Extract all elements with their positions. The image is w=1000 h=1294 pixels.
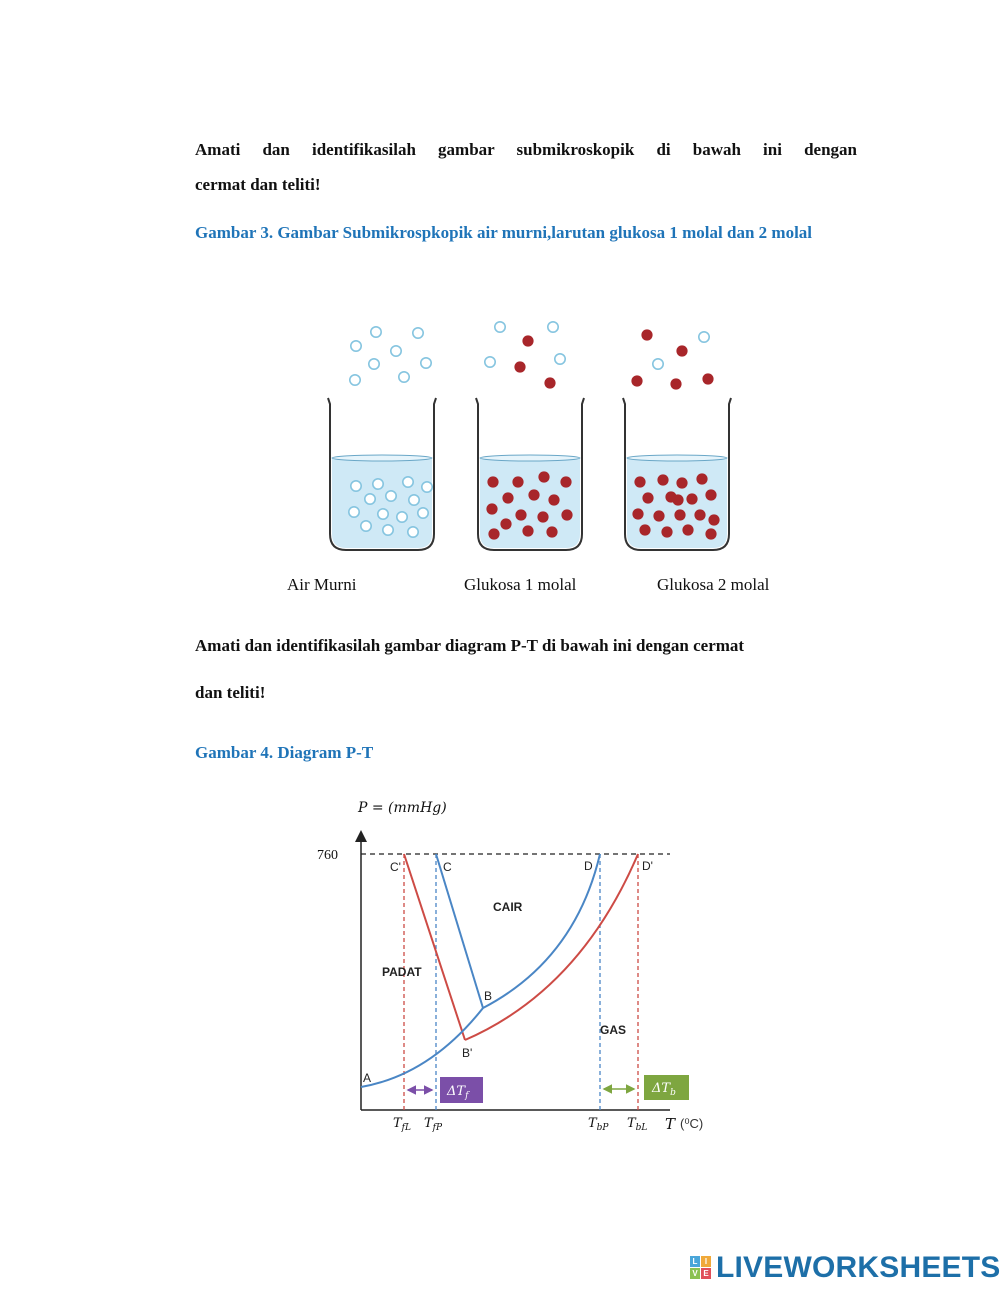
tick-tbl-main: T [627, 1116, 636, 1131]
glucose-2-molal-glucose-particle [696, 473, 707, 484]
figure-3-caption: Gambar 3. Gambar Submikrospkopik air murni,larutan glukosa 1 molal dan 2 molal [195, 223, 813, 242]
glucose-1-molal-water-particle [555, 354, 565, 364]
pure-water-water-particle [350, 375, 360, 385]
pure-water-water-particle [378, 509, 388, 519]
glucose-1-molal-glucose-particle [522, 525, 533, 536]
region-solid: PADAT [382, 965, 422, 979]
y-axis-label-suffix: ) [441, 800, 447, 816]
glucose-2-molal-glucose-particle [657, 474, 668, 485]
figure-4-caption: Gambar 4. Diagram P-T [195, 743, 374, 762]
region-gas: GAS [600, 1023, 627, 1037]
pure-water-water-particle [371, 327, 381, 337]
beaker-label-glucose-1-molal: Glukosa 1 molal [464, 575, 577, 594]
glucose-1-molal-glucose-particle [515, 509, 526, 520]
glucose-1-molal-glucose-particle [512, 476, 523, 487]
tick-tfl-sub: fL [401, 1123, 411, 1133]
glucose-1-molal-liquid-surface [480, 455, 580, 461]
pure-water-water-particle [421, 358, 431, 368]
pure-water-water-particle [413, 328, 423, 338]
tick-tbp [588, 1116, 609, 1133]
glucose-1-molal-glucose-particle [528, 489, 539, 500]
pure-water-water-particle [409, 495, 419, 505]
pure-water-water-particle [397, 512, 407, 522]
glucose-2-molal-glucose-particle [676, 477, 687, 488]
solution-vapor-curve [465, 854, 638, 1040]
pure-water-water-particle [369, 359, 379, 369]
tick-tfp-main: T [424, 1116, 433, 1131]
glucose-1-molal-glucose-particle [500, 518, 511, 529]
point-c-prime: C' [390, 860, 401, 874]
glucose-1-molal-glucose-particle [560, 476, 571, 487]
glucose-2-molal-water-particle [653, 359, 663, 369]
logo-mark-l: L [690, 1256, 700, 1267]
liveworksheets-logo-text: LIVEWORKSHEETS [716, 1251, 1000, 1284]
glucose-2-molal-glucose-particle [634, 476, 645, 487]
pure-water-water-particle [403, 477, 413, 487]
glucose-1-molal-glucose-particle [561, 509, 572, 520]
glucose-2-molal-glucose-particle [708, 514, 719, 525]
glucose-2-molal-glucose-particle [682, 524, 693, 535]
pure-water-water-particle [399, 372, 409, 382]
beaker-label-glucose-2-molal: Glukosa 2 molal [657, 575, 770, 594]
glucose-2-molal-glucose-particle [631, 375, 642, 386]
instruction-1-line-2: cermat dan teliti! [195, 175, 321, 194]
y-axis-label-prefix: P = ( [358, 800, 394, 816]
glucose-2-molal-glucose-particle [632, 508, 643, 519]
glucose-2-molal-glucose-particle [672, 494, 683, 505]
delta-tf-symbol: ΔT [447, 1084, 466, 1099]
delta-tf-subscript: f [465, 1091, 469, 1101]
instruction-2-line-2: dan teliti! [195, 683, 266, 702]
submicroscopic-beakers-illustration [320, 312, 740, 557]
glucose-2-molal-glucose-particle [676, 345, 687, 356]
pure-water-liquid-surface [332, 455, 432, 461]
logo-mark-e: E [701, 1268, 711, 1279]
pure-water-water-particle [408, 527, 418, 537]
glucose-1-molal-glucose-particle [544, 377, 555, 388]
glucose-1-molal-glucose-particle [488, 528, 499, 539]
tick-tbp-main: T [588, 1116, 597, 1131]
beaker-label-pure-water: Air Murni [287, 575, 357, 594]
glucose-2-molal-glucose-particle [642, 492, 653, 503]
glucose-1-molal-glucose-particle [514, 361, 525, 372]
glucose-1-molal-glucose-particle [502, 492, 513, 503]
glucose-1-molal-glucose-particle [487, 476, 498, 487]
glucose-2-molal-glucose-particle [705, 489, 716, 500]
pure-water-water-particle [386, 491, 396, 501]
pure-water-water-particle [361, 521, 371, 531]
solution-melting-curve [404, 854, 465, 1040]
tick-tbl-sub: bL [635, 1123, 648, 1133]
liveworksheets-logo-mark [690, 1256, 712, 1280]
point-d: D [584, 859, 593, 873]
glucose-2-molal-glucose-particle [694, 509, 705, 520]
glucose-2-molal-glucose-particle [641, 329, 652, 340]
logo-mark-i: I [701, 1256, 711, 1267]
pure-water-water-particle [418, 508, 428, 518]
tick-760: 760 [317, 848, 338, 863]
pt-phase-diagram [300, 790, 730, 1150]
region-liquid: CAIR [493, 900, 523, 914]
glucose-2-molal-glucose-particle [670, 378, 681, 389]
point-b-prime: B' [462, 1046, 473, 1060]
x-axis-unit: (⁰C) [680, 1116, 704, 1131]
tick-tfp [424, 1116, 443, 1133]
glucose-1-molal-glucose-particle [548, 494, 559, 505]
pure-water-water-particle [349, 507, 359, 517]
glucose-2-molal-glucose-particle [653, 510, 664, 521]
delta-tb-subscript: b [670, 1088, 676, 1098]
pure-water-water-particle [351, 341, 361, 351]
y-axis-label-unit: mmHg [393, 800, 442, 816]
glucose-2-molal-glucose-particle [661, 526, 672, 537]
glucose-1-molal-water-particle [485, 357, 495, 367]
point-a: A [363, 1071, 372, 1085]
x-axis-label: T [665, 1115, 676, 1133]
glucose-2-molal-glucose-particle [705, 528, 716, 539]
tick-tfp-sub: fP [432, 1123, 443, 1133]
tick-tbp-sub: bP [596, 1123, 609, 1133]
glucose-1-molal-water-particle [495, 322, 505, 332]
glucose-1-molal-glucose-particle [546, 526, 557, 537]
tick-tfl [393, 1116, 411, 1133]
glucose-2-molal-liquid-surface [627, 455, 727, 461]
point-c: C [443, 860, 452, 874]
glucose-1-molal-glucose-particle [537, 511, 548, 522]
glucose-2-molal-glucose-particle [674, 509, 685, 520]
glucose-1-molal-glucose-particle [522, 335, 533, 346]
glucose-2-molal-glucose-particle [639, 524, 650, 535]
liveworksheets-logo [690, 1252, 1000, 1284]
solvent-vapor-curve [483, 854, 600, 1008]
pure-water-water-particle [391, 346, 401, 356]
pure-water-water-particle [422, 482, 432, 492]
pure-water-water-particle [373, 479, 383, 489]
pure-water-water-particle [351, 481, 361, 491]
glucose-2-molal-glucose-particle [702, 373, 713, 384]
solvent-melting-curve [436, 854, 483, 1008]
delta-tb-symbol: ΔT [652, 1081, 671, 1096]
glucose-1-molal-glucose-particle [486, 503, 497, 514]
point-b: B [484, 989, 493, 1003]
y-axis-label [357, 800, 447, 816]
instruction-2-line-1: Amati dan identifikasilah gambar diagram P-T di bawah ini dengan cermat [195, 636, 745, 655]
point-d-prime: D' [642, 859, 653, 873]
instruction-1-line-1: Amati dan identifikasilah gambar submikroskopik di bawah ini dengan [195, 140, 857, 159]
pure-water-water-particle [365, 494, 375, 504]
glucose-1-molal-glucose-particle [538, 471, 549, 482]
glucose-1-molal-water-particle [548, 322, 558, 332]
tick-tfl-main: T [393, 1116, 402, 1131]
tick-tbl [627, 1116, 647, 1133]
logo-mark-v: V [690, 1268, 700, 1279]
pure-water-water-particle [383, 525, 393, 535]
glucose-2-molal-glucose-particle [686, 493, 697, 504]
glucose-2-molal-water-particle [699, 332, 709, 342]
